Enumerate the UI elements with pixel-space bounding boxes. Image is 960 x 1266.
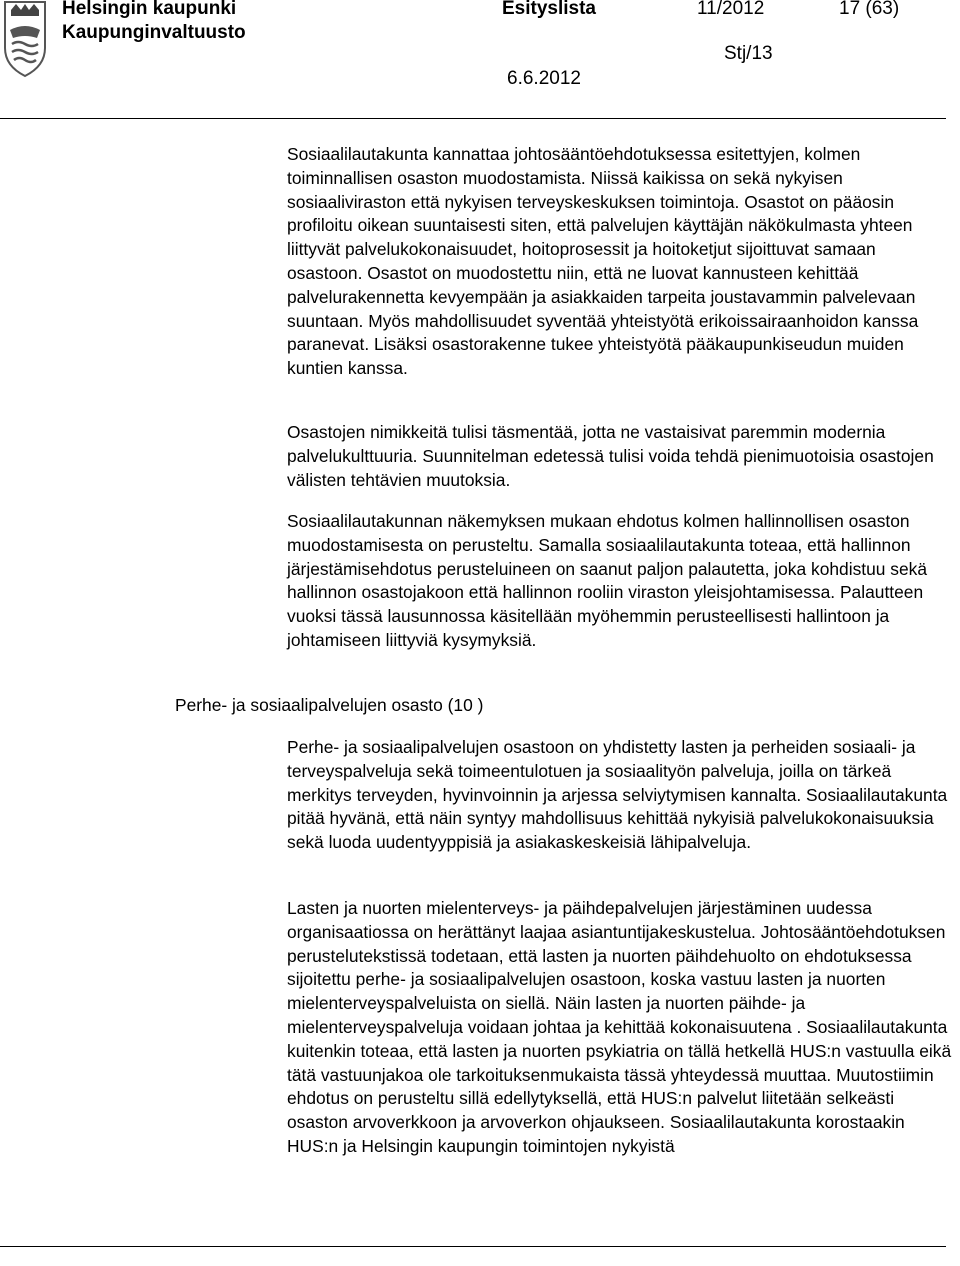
paragraph-mielenterveys-ja-paihde: Lasten ja nuorten mielenterveys- ja päihdepalvelujen järjestäminen uudessa organisaatiossa on herättänyt laajaa asiantuntijakeskustelua. Johtosääntöehdotuksen perustelutekstissä todetaan, että lasten ja nuorten päihdehuolto on ehdotuksessa sijoitettu perhe- ja sosiaalipalvelujen osastoon, koska vastuu lasten ja nuorten mielenterveyspalveluista on siellä. Näin lasten ja nuorten päihde- ja mielenterveyspalveluja voidaan johtaa ja kehittää kokonaisuutena . Sosiaalilautakunta kuitenkin toteaa, että lasten ja nuorten psykiatria on tällä hetkellä HUS:n vastuulla eikä tätä vastuunjakoa ole tarkoituksenmukaista tässä yhteydessä muuttaa. Muutostiimin ehdotus on perusteltu sillä edellytyksellä, että HUS:n palvelut liitetään selkeästi osaston arvoverkkoon ja arvoverkon ohjaukseen. Sosiaalilautakunta korostaakin HUS:n ja Helsingin kaupungin toimintojen nykyistä <box>287 898 952 1156</box>
footer-divider <box>0 1246 946 1247</box>
paragraph-nimikkeet: Osastojen nimikkeitä tulisi täsmentää, jotta ne vastaisivat paremmin modernia palvelukulttuuria. Suunnitelman edetessä tulisi voida tehdä pienimuotoisia osastojen välisten tehtävien muutoksia. <box>287 422 934 490</box>
header-issue-number: 11/2012 <box>697 0 765 19</box>
header-doc-type: Esityslista <box>502 0 596 19</box>
header-item-code: Stj/13 <box>724 43 773 64</box>
header-city: Helsingin kaupunki <box>62 0 237 19</box>
header-divider <box>0 118 946 119</box>
section-heading-perhe-ja-sosiaalipalvelut: Perhe- ja sosiaalipalvelujen osasto (10 ) <box>175 695 484 715</box>
paragraph-hallinto: Sosiaalilautakunnan näkemyksen mukaan ehdotus kolmen hallinnollisen osaston muodostamisesta on perusteltu. Samalla sosiaalilautakunta toteaa, että hallinnon järjestämisehdotus perusteluineen on saanut paljon palautetta, joka kohdistuu sekä hallinnon osastojakoon että hallinnon rooliin viraston yleisjohtamisessa. Palautteen vuoksi tässä lausunnossa käsitellään myöhemmin perusteellisesti hallintoon ja johtamiseen liittyviä kysymyksiä. <box>287 511 928 650</box>
header-date: 6.6.2012 <box>507 68 581 89</box>
paragraph-perhe-ja-sosiaalipalvelut: Perhe- ja sosiaalipalvelujen osastoon on yhdistetty lasten ja perheiden sosiaali- ja terveyspalveluja sekä toimeentulotuen ja sosiaalityön palveluja, joilla on tärkeä merkitys terveyden, hyvinvoinnin ja arjessa selviytymisen kannalta. Sosiaalilautakunta pitää hyvänä, että näin syntyy mahdollisuus kehittää nykyisiä palvelukokonaisuuksia sekä luoda uudentyyppisiä ja asiakaskeskeisiä lähipalveluja. <box>287 737 948 853</box>
paragraph-osastot: Sosiaalilautakunta kannattaa johtosääntöehdotuksessa esitettyjen, kolmen toiminnallisen osaston muodostamista. Niissä kaikissa on sekä nykyisen sosiaaliviraston että nykyisen terveyskeskuksen toimintoja. Osastot on pääosin profiloitu oikean suuntaisesti siten, että palvelujen käyttäjän näkökulmasta yhteen liittyvät palvelukokonaisuudet, hoitoprosessit ja hoitoketjut sijoittuvat samaan osastoon. Osastot on muodostettu niin, että ne luovat kannusteen kehittää palvelurakennetta kevyempään ja asiakkaiden tarpeita joustavammin palvelevaan suuntaan. Myös mahdollisuudet syventää yhteistyötä erikoissairaanhoidon kanssa paranevat. Lisäksi osastorakenne tukee yhteistyötä pääkaupunkiseudun muiden kuntien kanssa. <box>287 144 919 379</box>
header-page-number: 17 (63) <box>839 0 900 19</box>
header-council: Kaupunginvaltuusto <box>62 22 246 43</box>
helsinki-coat-of-arms-logo <box>2 0 48 78</box>
